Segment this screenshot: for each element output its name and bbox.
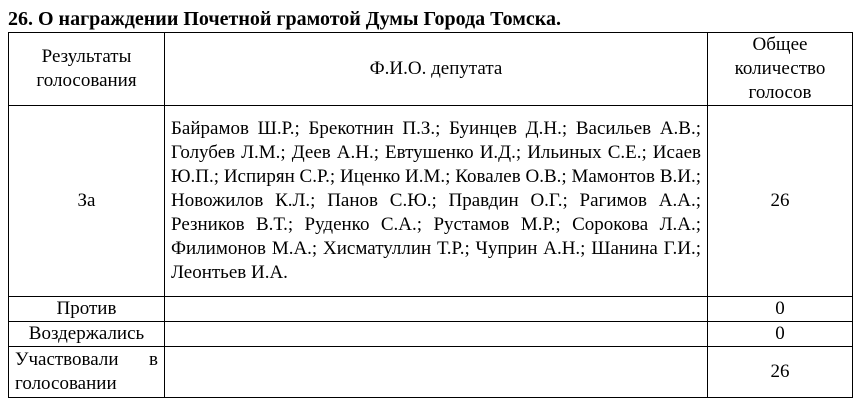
document-heading: 26. О награждении Почетной грамотой Думы Города Томска. (8, 8, 561, 30)
row-abstained-label: Воздержались (9, 322, 165, 347)
row-for-label: За (9, 106, 165, 297)
table-row-against (9, 297, 853, 322)
row-against-deputies (165, 297, 708, 322)
header-total: Общее количество голосов (708, 33, 853, 106)
header-deputies: Ф.И.О. депутата (165, 33, 708, 106)
row-against-count: 0 (708, 297, 853, 322)
row-abstained-count: 0 (708, 322, 853, 347)
row-participated-deputies (165, 347, 708, 398)
row-participated-count: 26 (708, 347, 853, 398)
row-participated-label: Участвовали в голосовании (9, 347, 165, 398)
table-row-for (9, 106, 853, 297)
row-against-label: Против (9, 297, 165, 322)
row-abstained-deputies (165, 322, 708, 347)
header-results: Результаты голосования (9, 33, 165, 106)
table-row-abstained (9, 322, 853, 347)
table-header-row (9, 33, 853, 106)
table-row-participated (9, 347, 853, 398)
row-for-deputies: Байрамов Ш.Р.; Брекотнин П.З.; Буинцев Д.Н.; Васильев А.В.; Голубев Л.М.; Деев А.Н.; Евтушенко И.Д.; Ильиных С.Е.; Исаев Ю.П.; Испирян С.Р.; Иценко И.М.; Ковалев О.В.; Мамонтов В.И.; Новожилов К.Л.; Панов С.Ю.; Правдин О.Г.; Рагимов А.А.; Резников В.Т.; Руденко С.А.; Рустамов М.Р.; Сорокова Л.А.; Филимонов М.А.; Хисматуллин Т.Р.; Чуприн А.Н.; Шанина Г.И.; Леонтьев И.А. (165, 106, 708, 297)
row-for-count: 26 (708, 106, 853, 297)
voting-results-table (8, 32, 853, 398)
